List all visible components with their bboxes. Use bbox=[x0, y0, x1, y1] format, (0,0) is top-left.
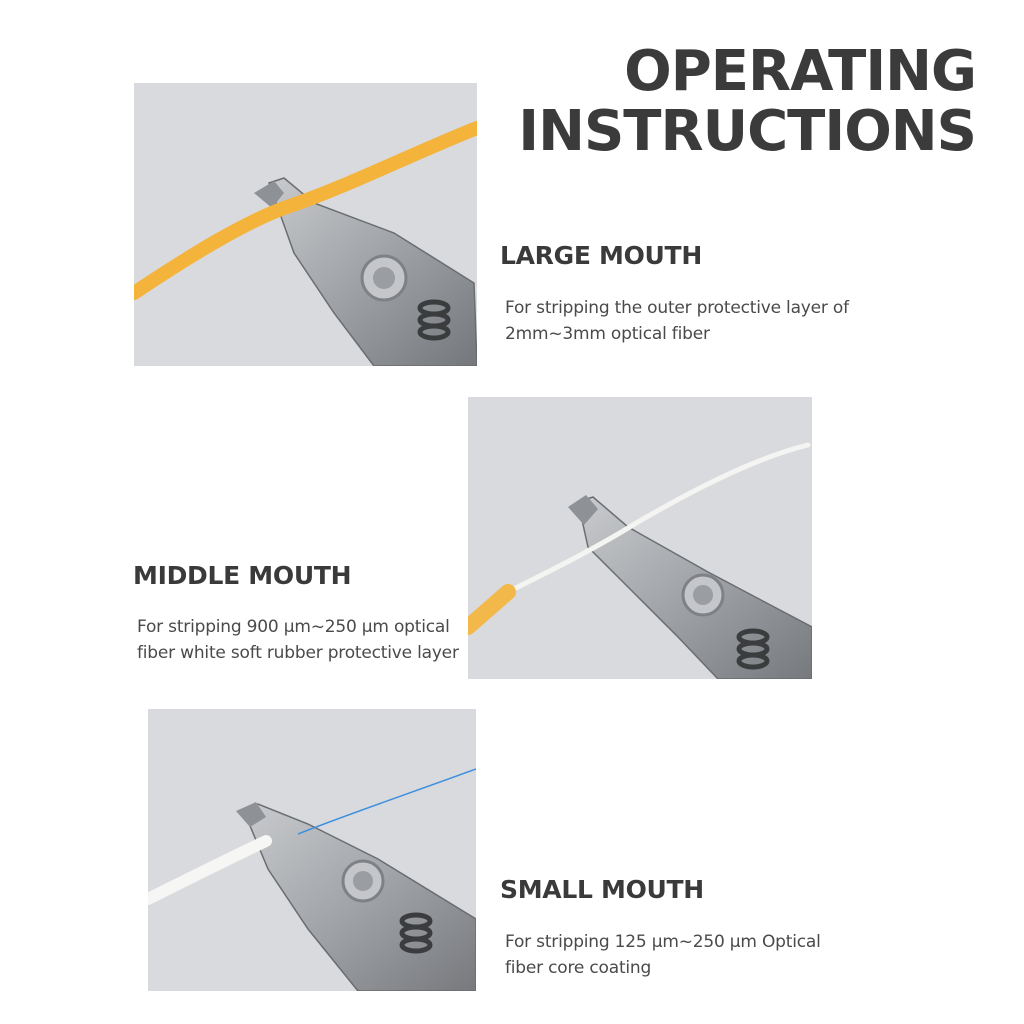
middle-mouth-photo bbox=[468, 397, 812, 679]
small-mouth-photo bbox=[148, 709, 476, 991]
large-mouth-heading: LARGE MOUTH bbox=[500, 241, 702, 270]
page-title-line2: INSTRUCTIONS bbox=[518, 99, 976, 164]
large-mouth-photo bbox=[134, 83, 477, 366]
middle-mouth-description: For stripping 900 μm~250 μm optical fiber white soft rubber protective layer bbox=[137, 617, 459, 663]
small-mouth-heading: SMALL MOUTH bbox=[500, 875, 704, 904]
page-title-line1: OPERATING bbox=[624, 39, 976, 104]
large-mouth-description: For stripping the outer protective layer of 2mm~3mm optical fiber bbox=[505, 298, 849, 344]
page-title bbox=[518, 39, 976, 164]
small-mouth-description: For stripping 125 μm~250 μm Optical fiber core coating bbox=[505, 932, 821, 978]
middle-mouth-heading: MIDDLE MOUTH bbox=[133, 561, 352, 590]
